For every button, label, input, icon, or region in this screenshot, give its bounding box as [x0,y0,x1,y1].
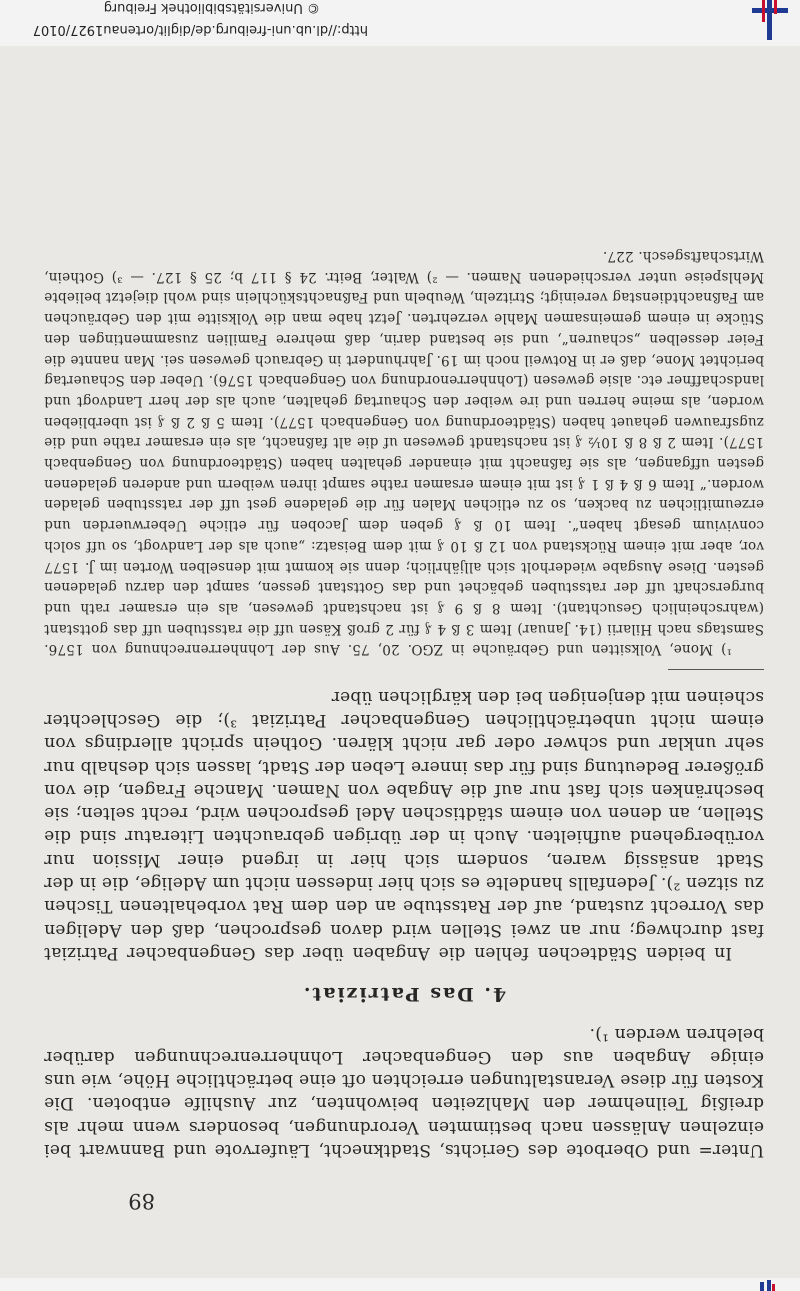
bottom-margin-bar [0,1278,800,1291]
footnote-text: ¹) Mone, Volksitten und Gebräuche in ZGO. 20, 75. Aus der Lohnherrenrechnung von 1576. Samstags nach Hilarii (14. Januar) Item 3 ß 4 ₰ für 2 groß Käsen uff die ratsstuben uff das gottstant (wahrscheinlich Gesuchtant). Item 8 ß 9 ₰ ist nachstandt gewesen, als ein ersamer rath und burgerschaft uff der ratsstuben gebächet und das Gottstant gessen, sampt den darzu geladenen gesten. Diese Ausgabe wiederholt sich alljährlich; denn sie kommt mit denselben Worten im J. 1577 vor, aber mit einem Rückstand von 12 ß 10 ₰ mit dem Beisatz: „auch als der Landvogt, so uff solch convivium gesagt haben“. Item 10 ß ₰ geben dem Jacoben für etliche Ueberwuerden und erzeumitlichen zu backen, so zu etlichen Malen für die geladene gest uff der ratsstuben geladen worden.“ Item 6 ß 4 ß 1 ₰ ist mit einem ersamen rathe sampt ihren weibern und anderen geladenen gesten uffgangen, als sie faßnacht mit einander gehalten haben (Städteordnung von Gengenbach 1577). Item 2 ß 8 ß 10½ ₰ ist nachstandt gewesen uf die alt faßnacht, als ein ersamer rathe und die zugsfrauwen gehauet haben (Städteordnung von Gengenbach 1577). Item 5 ß 2 ß ₰ ist uberblieben worden, als meine herren und ire weiber den Schaurtag gehalten, auch als der herr Landvogt und landschaffner etc. alsie gewesen (Lohnherrenordnung von Gengenbach 1576). Ueber den Schauertag berichtet Mone, daß er in Rotweil noch im 19. Jahrhundert in Gebrauch gewesen sei. Man nannte die Feier desselben „schauren“, und sie bestand darin, daß mehrere Familien zusammentingen den Stücke in einem gemeinsamen Mahle verzehrten. Jetzt habe man die Volksitte mit den Gebräuchen am Faßnachtdienstag vereinigt; Stritzeln, Weubeln und Faßnachtsküchlein sind wohl diejetzt beliebte Mehlspeise unter verschiedenen Namen. — ²) Walter, Beitr. 24 § 117 b; 25 § 127. — ³) Gothein, Wirtschaftsgesch. 227. [44,248,764,658]
section-heading: 4. Das Patriziat. [301,983,507,1006]
watermark-copyright: © Universitätsbibliothek Freiburg [103,0,320,15]
intro-paragraph: Unter= und Oberbote des Gerichts, Stadtknecht, Läufervote und Bannwart bei einzelnen Anlässen nach bestimmten Verordnungen, besonders wenn mehr als dreißig Teilnehmer den Mahlzeiten beiwohnten, zur Aushilfe entboten. Die Kosten für diese Veranstaltungen erreichten oft eine beträchtliche Höhe, wie uns einige Angaben aus den Gengenbacher Lohnherrenrechnungen darüber belehren werden ¹). [44,1023,764,1160]
library-logo-small-icon [758,1280,778,1291]
page-body [44,245,764,1161]
watermark-url: http://dl.ub.uni-freiburg.de/diglit/ortenau1927/0107 [32,22,368,37]
library-logo-icon [752,0,788,40]
footnote-divider [668,669,764,670]
patriziat-paragraph: In beiden Städtechen fehlen die Angaben über das Gengenbacher Patriziat fast durchweg; nur an zwei Stellen wird davon gesprochen, daß den Adeligen das Vorrecht zustand, auf der Ratsstube an den dem Rat vorbehaltenen Tischen zu sitzen ²). Jedenfalls handelte es sich hier indessen nicht um Adelige, die in der Stadt ansässig waren, sondern sich hier in irgend einer Mission nur vorübergehend aufhielten. Auch in der übrigen gebrauchten Literatur sind die Stellen, an denen von einem städtischen Adel gesprochen wird, recht selten; sie beschränken sich fast nur auf die Angabe von Namen. Manche Fragen, die von größerer Bedeutung sind für das innere Leben der Stadt, lassen sich deshalb nur sehr unklar und schwer oder gar nicht klären. Gothein spricht allerdings von einem nicht unbeträchtlichen Gengenbacher Patriziat ³); die Geschlechter scheinen mit denjenigen bei den kärglichen über [44,686,764,963]
page-number: 89 [128,1189,155,1213]
